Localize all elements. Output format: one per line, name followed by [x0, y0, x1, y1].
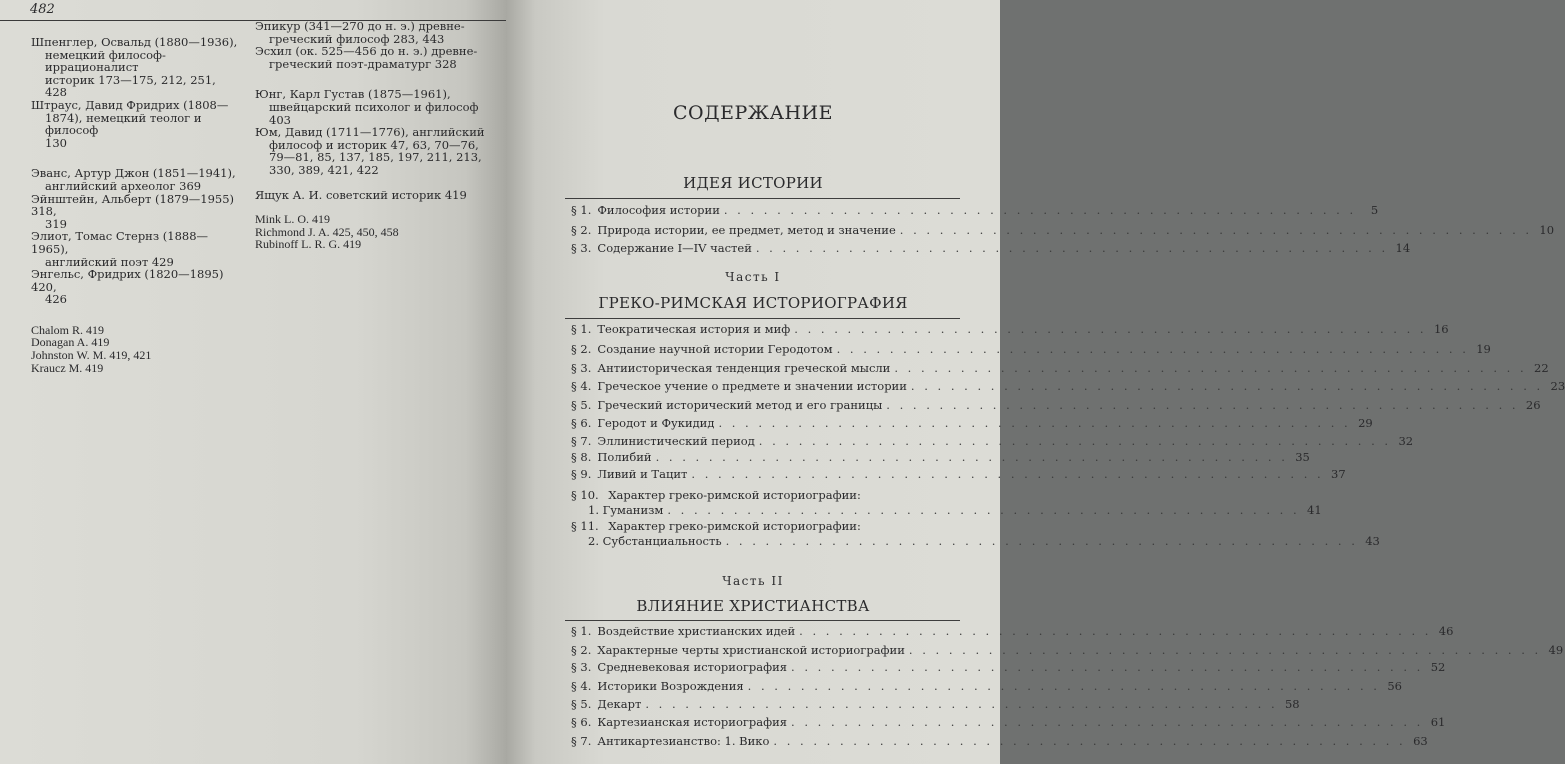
- leader-dots: . . . . . . . . . . . . . . . . . . . . . . . . . . . . . . . . . . . . . . . . . . . . . . . .: [791, 660, 1424, 674]
- toc-section-number: § 1.: [571, 203, 592, 217]
- toc-section-number: § 4.: [571, 379, 592, 393]
- leader-dots: . . . . . . . . . . . . . . . . . . . . . . . . . . . . . . . . . . . . . . . . . . . . . . . .: [691, 467, 1324, 481]
- toc-section-number: § 1.: [571, 322, 592, 336]
- leader-dots: . . . . . . . . . . . . . . . . . . . . . . . . . . . . . . . . . . . . . . . . . . . . . . . .: [645, 697, 1278, 711]
- toc-page-number: 63: [1413, 734, 1428, 748]
- index-entry-head: Шпенглер, Освальд (1880—1936),: [31, 35, 238, 49]
- toc-page-number: 16: [1433, 322, 1449, 336]
- leader-dots: . . . . . . . . . . . . . . . . . . . . . . . . . . . . . . . . . . . . . . . . . . . . . . . .: [910, 379, 1544, 393]
- toc-item-title: Картезианская историография: [597, 715, 788, 729]
- toc-section-number: § 11.: [571, 519, 599, 533]
- index-entry-head: Юм, Давид (1711—1776), английский: [255, 125, 485, 140]
- index-latin-entry: Rubinoff L. R. G. 419: [255, 237, 362, 252]
- toc-item[interactable]: [571, 398, 1541, 413]
- toc-item[interactable]: [571, 519, 1380, 549]
- toc-item-title: Эллинистический период: [597, 434, 755, 448]
- leader-dots: . . . . . . . . . . . . . . . . . . . . . . . . . . . . . . . . . . . . . . . . . . . . . . . .: [836, 342, 1469, 356]
- toc-item[interactable]: [571, 697, 1300, 712]
- toc-item[interactable]: [571, 379, 1565, 394]
- toc-item-title: Антикартезианство: 1. Вико: [597, 734, 770, 748]
- toc-item[interactable]: [571, 488, 1322, 518]
- toc-section-number: § 9.: [571, 467, 592, 481]
- toc-item[interactable]: [571, 715, 1446, 730]
- toc-section-number: § 1.: [571, 624, 592, 638]
- leader-dots: . . . . . . . . . . . . . . . . . . . . . . . . . . . . . . . . . . . . . . . . . . . . . . . .: [799, 624, 1432, 638]
- index-entry: [31, 230, 241, 268]
- toc-item-title: Ливий и Тацит: [597, 467, 688, 481]
- index-entry: [31, 268, 241, 306]
- toc-page-number: 23: [1550, 379, 1565, 393]
- index-entry-line: греческий философ 283, 443: [269, 31, 445, 46]
- toc-item-title: Историки Возрождения: [597, 679, 744, 693]
- divider: [565, 620, 960, 621]
- index-latin-entry: Kraucz M. 419: [31, 360, 104, 375]
- toc-page-number: 32: [1398, 434, 1414, 448]
- toc-item-title: Воздействие христианских идей: [597, 624, 796, 638]
- leader-dots: . . . . . . . . . . . . . . . . . . . . . . . . . . . . . . . . . . . . . . . . . . . . . . . .: [894, 361, 1527, 375]
- toc-section-number: § 5.: [571, 398, 592, 412]
- toc-item[interactable]: [571, 223, 1555, 238]
- leader-dots: . . . . . . . . . . . . . . . . . . . . . . . . . . . . . . . . . . . . . . . . . . . . . . . .: [886, 398, 1519, 412]
- toc-section-number: § 3.: [571, 660, 592, 674]
- leader-dots: . . . . . . . . . . . . . . . . . . . . . . . . . . . . . . . . . . . . . . . . . . . . . . . .: [655, 450, 1288, 464]
- index-latin-entry: Donagan A. 419: [31, 335, 110, 350]
- index-entry-line: греческий поэт-драматург 328: [269, 56, 457, 71]
- toc-section-number: § 3.: [571, 241, 592, 255]
- toc-item[interactable]: [571, 734, 1428, 749]
- toc-item[interactable]: [571, 241, 1411, 256]
- toc-item-title: Декарт: [597, 697, 642, 711]
- toc-item-title: Средневековая историография: [597, 660, 788, 674]
- toc-page-number: 35: [1295, 450, 1310, 464]
- index-entry-head: Штраус, Давид Фридрих (1808—: [31, 97, 229, 112]
- index-entry-line: 319: [45, 216, 67, 231]
- toc-item[interactable]: [571, 416, 1373, 431]
- page-number: 482: [30, 2, 55, 17]
- toc-section-number: § 6.: [571, 715, 592, 729]
- index-entry-head: Эпикур (341—270 до н. э.) древне-: [255, 19, 465, 33]
- index-entry-head: Эванс, Артур Джон (1851—1941),: [31, 166, 236, 181]
- toc-page-number: 29: [1358, 416, 1373, 430]
- toc-page-number: 46: [1438, 624, 1454, 638]
- index-entry-line: английский археолог 369: [45, 178, 202, 193]
- index-entry-line: историк 173—175, 212, 251, 428: [45, 72, 216, 100]
- index-entry-line: немецкий философ-иррационалист: [45, 47, 166, 75]
- toc-item-title-continued: 2. Субстанциальность: [588, 534, 722, 548]
- index-entry: [31, 99, 241, 149]
- index-column-1: [31, 36, 241, 374]
- toc-section-number: § 5.: [571, 697, 592, 711]
- toc-item-title: Характерные черты христианской историографии: [597, 643, 905, 657]
- toc-item-title: Содержание I—IV частей: [597, 241, 752, 255]
- toc-section-number: § 4.: [571, 679, 592, 693]
- toc-item[interactable]: [571, 450, 1310, 465]
- index-entry-line: английский поэт 429: [45, 254, 174, 269]
- toc-item-title: Антиисторическая тенденция греческой мысли: [597, 361, 891, 375]
- leader-dots: . . . . . . . . . . . . . . . . . . . . . . . . . . . . . . . . . . . . . . . . . . . . . . . .: [791, 715, 1424, 729]
- toc-item[interactable]: [571, 643, 1564, 658]
- index-entry-line: философ и историк 47, 63, 70—76,: [269, 137, 479, 152]
- toc-item[interactable]: [571, 467, 1346, 482]
- leader-dots: . . . . . . . . . . . . . . . . . . . . . . . . . . . . . . . . . . . . . . . . . . . . . . . .: [899, 223, 1533, 237]
- toc-section-number: § 8.: [571, 450, 592, 464]
- toc-page-number: 22: [1534, 361, 1549, 375]
- leader-dots: . . . . . . . . . . . . . . . . . . . . . . . . . . . . . . . . . . . . . . . . . . . . . . . .: [725, 534, 1358, 548]
- index-entry-line: 330, 389, 421, 422: [269, 162, 379, 177]
- leader-dots: . . . . . . . . . . . . . . . . . . . . . . . . . . . . . . . . . . . . . . . . . . . . . . . .: [667, 503, 1300, 517]
- index-entry-line: 1874), немецкий теолог и философ: [45, 110, 202, 138]
- toc-item-title: Создание научной истории Геродотом: [597, 342, 833, 356]
- toc-page-number: 43: [1365, 534, 1380, 548]
- index-entry-head: Ящук А. И. советский историк 419: [255, 187, 467, 202]
- divider: [565, 198, 960, 199]
- part-1-title: ГРЕКО-РИМСКАЯ ИСТОРИОГРАФИЯ: [598, 294, 908, 312]
- toc-item-title: Теократическая история и миф: [597, 322, 791, 336]
- index-entry: [31, 167, 241, 192]
- index-latin-entry: Mink L. O. 419: [255, 212, 330, 227]
- index-entry-line: 426: [45, 292, 67, 307]
- toc-page-number: 26: [1525, 398, 1541, 412]
- index-entry-head: Эсхил (ок. 525—456 до н. э.) древне-: [255, 44, 478, 59]
- index-column-2: [255, 20, 485, 251]
- toc-page-number: 49: [1548, 643, 1564, 657]
- toc-page-number: 5: [1370, 203, 1379, 217]
- left-page-header: [0, 0, 506, 21]
- toc-item-title: Философия истории: [597, 203, 720, 217]
- index-latin-entry: Richmond J. A. 425, 450, 458: [255, 224, 399, 239]
- toc-item-title: Греческое учение о предмете и значении истории: [597, 379, 907, 393]
- toc-section-number: § 2.: [571, 643, 592, 657]
- leader-dots: . . . . . . . . . . . . . . . . . . . . . . . . . . . . . . . . . . . . . . . . . . . . . . . .: [794, 322, 1427, 336]
- toc-page-number: 41: [1307, 503, 1322, 517]
- toc-page-number: 19: [1476, 342, 1491, 356]
- toc-item-title: Природа истории, ее предмет, метод и значение: [597, 223, 896, 237]
- contents-title: СОДЕРЖАНИЕ: [673, 102, 833, 124]
- toc-page-number: 56: [1387, 679, 1402, 693]
- index-entry-head: Эйнштейн, Альберт (1879—1955) 318,: [31, 191, 235, 219]
- index-entry: [255, 45, 485, 70]
- index-entry: [31, 36, 241, 99]
- index-latin-entry: Chalom R. 419: [31, 322, 105, 337]
- index-entry: [255, 20, 485, 45]
- divider: [565, 318, 960, 319]
- toc-page-number: 14: [1395, 241, 1411, 255]
- index-entry-line: 79—81, 85, 137, 185, 197, 211, 213,: [269, 150, 482, 165]
- toc-section-number: § 7.: [571, 734, 592, 748]
- toc-item-title: Полибий: [597, 450, 652, 464]
- toc-item[interactable]: [571, 660, 1446, 675]
- toc-item[interactable]: [571, 679, 1402, 694]
- index-entry-head: Юнг, Карл Густав (1875—1961),: [255, 87, 451, 102]
- toc-item[interactable]: [571, 434, 1414, 449]
- index-entry-head: Энгельс, Фридрих (1820—1895) 420,: [31, 267, 224, 294]
- toc-item-title: Характер греко-римской историографии:: [608, 488, 861, 502]
- toc-item-title-continued: 1. Гуманизм: [588, 503, 664, 517]
- index-entry-line: швейцарский психолог и философ: [269, 99, 479, 114]
- index-entry: [255, 88, 485, 126]
- leader-dots: . . . . . . . . . . . . . . . . . . . . . . . . . . . . . . . . . . . . . . . . . . . . . . . .: [723, 203, 1357, 217]
- index-entry-line: 130: [45, 135, 67, 150]
- index-entry: [255, 189, 485, 202]
- leader-dots: . . . . . . . . . . . . . . . . . . . . . . . . . . . . . . . . . . . . . . . . . . . . . . . .: [773, 734, 1406, 748]
- index-entry: [31, 193, 241, 231]
- toc-section-number: § 6.: [571, 416, 592, 430]
- toc-section-number: § 3.: [571, 361, 592, 375]
- toc-section-number: § 10.: [571, 488, 599, 502]
- toc-page-number: 58: [1284, 697, 1300, 711]
- toc-item[interactable]: [571, 361, 1549, 376]
- toc-page-number: 37: [1331, 467, 1346, 481]
- toc-page-number: 10: [1539, 223, 1555, 237]
- index-latin-entry: Johnston W. M. 419, 421: [31, 348, 152, 363]
- index-entry-line: 403: [269, 112, 291, 127]
- toc-section-number: § 2.: [571, 342, 592, 356]
- toc-item[interactable]: [571, 203, 1379, 218]
- index-entry-head: Элиот, Томас Стернз (1888—1965),: [31, 229, 209, 256]
- toc-item[interactable]: [571, 322, 1449, 337]
- toc-item-title: Греческий исторический метод и его границы: [597, 398, 883, 412]
- leader-dots: . . . . . . . . . . . . . . . . . . . . . . . . . . . . . . . . . . . . . . . . . . . . . . . .: [758, 434, 1392, 448]
- part-1-label: Часть I: [725, 270, 781, 284]
- toc-section-number: § 7.: [571, 434, 592, 448]
- part-2-label: Часть II: [722, 574, 784, 588]
- leader-dots: . . . . . . . . . . . . . . . . . . . . . . . . . . . . . . . . . . . . . . . . . . . . . . . .: [747, 679, 1380, 693]
- toc-page-number: 52: [1430, 660, 1446, 674]
- leader-dots: . . . . . . . . . . . . . . . . . . . . . . . . . . . . . . . . . . . . . . . . . . . . . . . .: [718, 416, 1351, 430]
- toc-item[interactable]: [571, 624, 1454, 639]
- index-entry: [255, 126, 485, 176]
- toc-item[interactable]: [571, 342, 1491, 357]
- leader-dots: . . . . . . . . . . . . . . . . . . . . . . . . . . . . . . . . . . . . . . . . . . . . . . . .: [755, 241, 1389, 255]
- part-2-title: ВЛИЯНИЕ ХРИСТИАНСТВА: [636, 597, 870, 615]
- leader-dots: . . . . . . . . . . . . . . . . . . . . . . . . . . . . . . . . . . . . . . . . . . . . . . . .: [908, 643, 1542, 657]
- toc-item-title: Геродот и Фукидид: [597, 416, 715, 430]
- toc-item-title: Характер греко-римской историографии:: [608, 519, 861, 533]
- toc-section-number: § 2.: [571, 223, 592, 237]
- intro-section-title: ИДЕЯ ИСТОРИИ: [683, 174, 823, 192]
- toc-page-number: 61: [1430, 715, 1446, 729]
